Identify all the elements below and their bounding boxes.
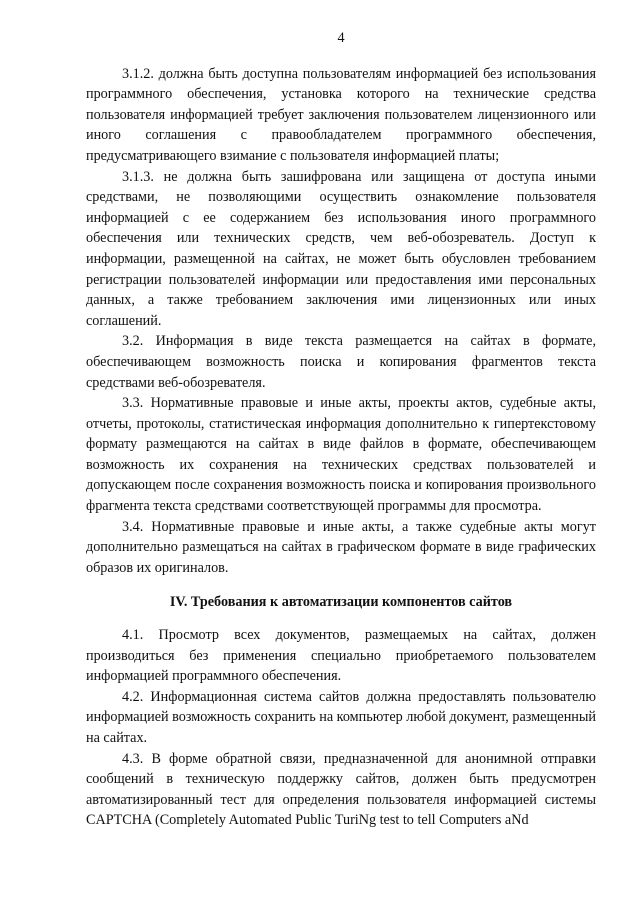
paragraph-3-4: 3.4. Нормативные правовые и иные акты, а также судебные акты могут дополнительно размещаться на сайтах в графическом формате в виде графических образов их оригиналов. (86, 518, 596, 576)
paragraph-4-3: 4.3. В форме обратной связи, предназначенной для анонимной отправки сообщений в техническую поддержку сайтов, должен быть предусмотрен автоматизированный тест для определения пользователя информацией системы CAPTCHA (Completely Automated Public TuriNg test to tell Computers aNd (86, 750, 596, 829)
section-heading: IV. Требования к автоматизации компонентов сайтов (169, 594, 513, 611)
paragraph-3-2: 3.2. Информация в виде текста размещается на сайтах в формате, обеспечивающем возможность поиска и копирования фрагментов текста средствами веб-обозревателя. (86, 333, 596, 391)
paragraph-4-1: 4.1. Просмотр всех документов, размещаемых на сайтах, должен производиться без применения специально приобретаемого пользователем информацией программного обеспечения. (86, 627, 596, 685)
paragraph-3-1-3: 3.1.3. не должна быть зашифрована или защищена от доступа иными средствами, не позволяющими осуществить ознакомление пользователя информацией с ее содержанием без использования иного программного обеспечения или технических средств, чем веб-обозреватель. Доступ к информации, размещенной на сайтах, не может быть обусловлен требованием регистрации пользователей информации или предоставления ими персональных данных, а также требованием заключения ими лицензионных или иных соглашений. (86, 168, 596, 329)
paragraph-3-1-2: 3.1.2. должна быть доступна пользователям информацией без использования программного обеспечения, установка которого на технические средства пользователя информацией требует заключения пользователем лицензионного или иного соглашения с правообладателем программного обеспечения, предусматривающего взимание с пользователя информацией платы; (86, 65, 596, 164)
paragraph-3-3: 3.3. Нормативные правовые и иные акты, проекты актов, судебные акты, отчеты, протоколы, статистическая информация дополнительно к гипертекстовому формату размещаются на сайтах в виде файлов в формате, обеспечивающем возможность их сохранения на технических средствах пользователей и допускающем после сохранения возможность поиска и копирования произвольного фрагмента текста средствами соответствующей программы для просмотра. (86, 395, 596, 515)
page-number: 4 (337, 30, 345, 46)
paragraph-4-2: 4.2. Информационная система сайтов должна предоставлять пользователю информацией возможность сохранить на компьютер любой документ, размещенный на сайтах. (86, 688, 597, 746)
